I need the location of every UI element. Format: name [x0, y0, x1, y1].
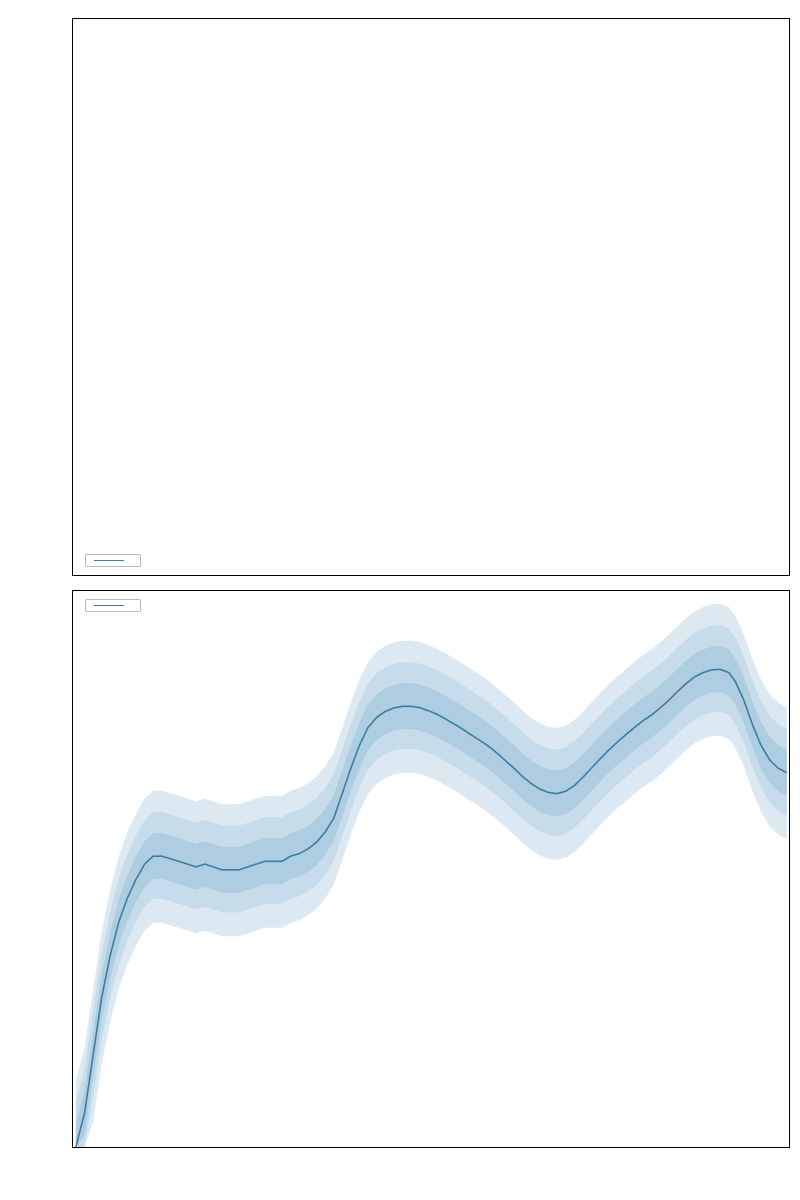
y-axis-labels-bottom — [3, 591, 69, 1147]
panel-daily-deaths — [72, 590, 790, 1148]
model-curve-and-bands — [73, 591, 789, 1147]
y-axis-labels-top — [3, 19, 69, 575]
legend-line-icon — [94, 605, 124, 606]
legend-bottom — [85, 599, 141, 612]
legend-top — [85, 554, 141, 567]
legend-line-icon — [94, 560, 124, 561]
panel-daily-confirmed — [72, 18, 790, 576]
plot-area-bottom — [73, 591, 789, 1147]
plot-area-top — [73, 19, 789, 575]
